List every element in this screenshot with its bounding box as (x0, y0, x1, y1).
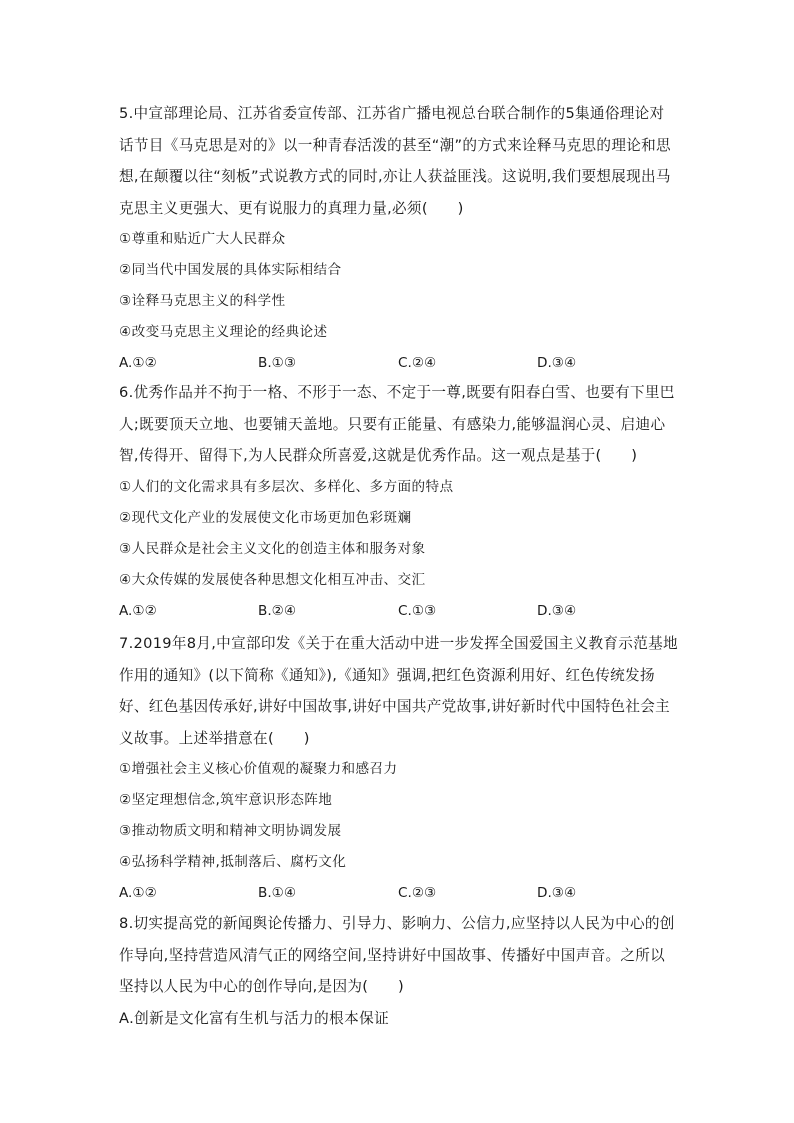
choice-b: B.②④ (258, 602, 297, 619)
statement-item: ③人民群众是社会主义文化的创造主体和服务对象 (119, 540, 426, 557)
statement-item: ④弘扬科学精神,抵制落后、腐朽文化 (119, 854, 347, 870)
statement-item: ①尊重和贴近广大人民群众 (119, 231, 286, 247)
question-8 (119, 908, 679, 1034)
statement-item: ②现代文化产业的发展使文化市场更加色彩斑斓 (119, 509, 412, 526)
choice-d: D.③④ (537, 602, 577, 619)
choice-b: B.①④ (258, 885, 297, 901)
answer-choices (119, 878, 679, 909)
statement-item: ①增强社会主义核心价值观的凝聚力和感召力 (119, 761, 398, 777)
statement-item: ④大众传媒的发展使各种思想文化相互冲击、交汇 (119, 571, 426, 588)
statement-item: ②同当代中国发展的具体实际相结合 (119, 262, 342, 278)
statement-item: ②坚定理想信念,筑牢意识形态阵地 (119, 792, 333, 808)
question-stem: 7.2019年8月,中宣部印发《关于在重大活动中进一步发挥全国爱国主义教育示范基地作用的通知》(以下简称《通知》),《通知》强调,把红色资源利用好、红色传统发扬好、红色基因传承好,讲好中国故事,讲好中国共产党故事,讲好新时代中国特色社会主义故事。上述举措意在( ) (119, 635, 678, 747)
choice-d: D.③④ (537, 885, 577, 901)
choice-a: A.①② (119, 885, 157, 901)
choice-c: C.②④ (398, 355, 437, 371)
answer-choices (119, 596, 679, 627)
answer-choices (119, 348, 679, 379)
statement-item: ④改变马克思主义理论的经典论述 (119, 324, 328, 340)
choice-b: B.①③ (258, 355, 297, 371)
choice-c: C.①③ (398, 602, 437, 619)
choice-a: A.①② (119, 602, 157, 619)
question-5 (119, 98, 679, 379)
statement-item: ③推动物质文明和精神文明协调发展 (119, 823, 342, 839)
question-stem: 6.优秀作品并不拘于一格、不形于一态、不定于一尊,既要有阳春白雪、也要有下里巴人;既要顶天立地、也要铺天盖地。只要有正能量、有感染力,能够温润心灵、启迪心智,传得开、留得下,为人民群众所喜爱,这就是优秀作品。这一观点是基于( ) (119, 384, 675, 464)
question-stem: 5.中宣部理论局、江苏省委宣传部、江苏省广播电视总台联合制作的5集通俗理论对话节目《马克思是对的》以一种青春活泼的甚至“潮”的方式来诠释马克思的理论和思想,在颠覆以往“刻板”式说教方式的同时,亦让人获益匪浅。这说明,我们要想展现出马克思主义更强大、更有说服力的真理力量,必须( ) (119, 105, 671, 217)
question-6 (119, 377, 679, 627)
statement-item: ①人们的文化需求具有多层次、多样化、多方面的特点 (119, 478, 454, 495)
question-stem: 8.切实提高党的新闻舆论传播力、引导力、影响力、公信力,应坚持以人民为中心的创作导向,坚持营造风清气正的网络空间,坚持讲好中国故事、传播好中国声音。之所以坚持以人民为中心的创作导向,是因为( ) (119, 915, 675, 995)
choice-a: A.①② (119, 355, 157, 371)
statement-item: ③诠释马克思主义的科学性 (119, 293, 286, 309)
choice-c: C.②③ (398, 885, 437, 901)
choice-a: A.创新是文化富有生机与活力的根本保证 (119, 1009, 390, 1027)
question-7 (119, 628, 679, 909)
choice-d: D.③④ (537, 355, 577, 371)
